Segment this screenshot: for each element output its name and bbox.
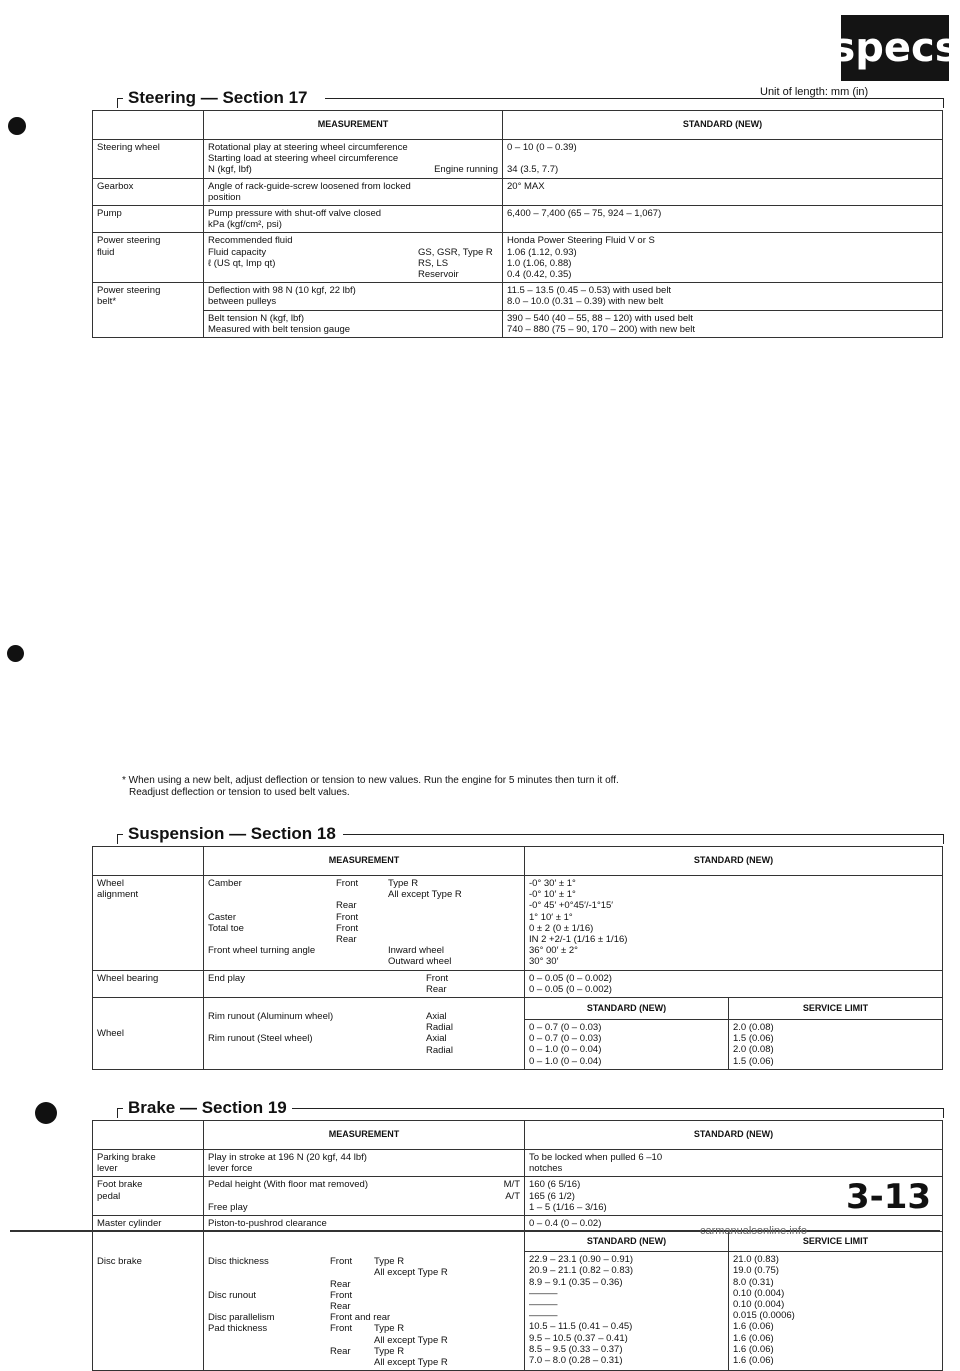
disc-text [330, 1357, 374, 1368]
alignment-text: Caster [208, 911, 236, 923]
binder-hole-top [8, 117, 26, 135]
table-row [93, 1177, 943, 1216]
measurement-header: MEASUREMENT [204, 111, 503, 140]
standard-cell: To be locked when pulled 6 –10 notches [525, 1150, 943, 1177]
table-row [93, 283, 943, 310]
alignment-text [388, 934, 520, 945]
measurement-cell: Belt tension N (kgf, lbf) Measured with belt tension gauge [204, 310, 503, 337]
measurement-cell: End play Front Rear [204, 970, 525, 997]
section-rule [117, 1108, 123, 1109]
table-row [93, 1150, 943, 1177]
suspension-table [92, 846, 943, 1070]
row-label: Pump [93, 206, 204, 233]
alignment-text: Front [336, 922, 359, 934]
section-rule [325, 98, 943, 99]
table-row [93, 206, 943, 233]
alignment-text: Rear [336, 900, 357, 912]
alignment-text: Front [336, 878, 359, 889]
sub-header-standard: STANDARD (NEW) [525, 1232, 729, 1252]
disc-text [330, 1335, 374, 1346]
disc-text: Front [330, 1289, 353, 1301]
section-rule [117, 98, 123, 99]
disc-limit-value: 1.6 (0.06) [733, 1332, 774, 1344]
row-label: Wheel bearing [93, 970, 204, 997]
alignment-text [388, 912, 520, 923]
measurement-cell: Pedal height (With floor mat removed) M/T A/T Free play [204, 1177, 525, 1216]
table-row [93, 140, 943, 179]
measurement-cell: Rim runout (Aluminum wheel) Axial Radial Rim runout (Steel wheel) Axial Radial [204, 998, 525, 1070]
steering-section-title: Steering — Section 17 [128, 88, 308, 107]
disc-text: All except Type R [374, 1334, 448, 1346]
alignment-text: Type R [388, 878, 419, 889]
disc-text [374, 1301, 520, 1312]
row-label: Gearbox [93, 178, 204, 205]
disc-text: Front [330, 1323, 353, 1335]
alignment-value: 36° 00′ ± 2° [529, 945, 578, 957]
section-bracket [117, 98, 118, 108]
sub-header-limit: SERVICE LIMIT [729, 998, 943, 1020]
alignment-text [336, 889, 388, 900]
footnote: * When using a new belt, adjust deflection or tension to new values. Run the engine for 5 minutes then turn it off. Readjust deflection or tension to used belt values. [122, 775, 619, 798]
disc-limit-value: 1.6 (0.06) [733, 1343, 774, 1355]
alignment-value: -0° 30′ ± 1° [529, 878, 576, 889]
standard-cell: 11.5 – 13.5 (0.45 – 0.53) with used belt 8.0 – 10.0 (0.31 – 0.39) with new belt [503, 283, 943, 310]
unit-label: Unit of length: mm (in) [760, 86, 869, 98]
disc-standard-value: 8.5 – 9.5 (0.33 – 0.37) [529, 1343, 623, 1355]
disc-limit-value: 8.0 (0.31) [733, 1276, 774, 1288]
suspension-section-title: Suspension — Section 18 [128, 824, 336, 843]
brake-table [92, 1120, 943, 1371]
standard-cell [525, 1252, 729, 1371]
disc-text [208, 1301, 330, 1312]
disc-standard-value: 20.9 – 21.1 (0.82 – 0.83) [529, 1265, 634, 1277]
alignment-text [208, 934, 336, 945]
alignment-text [388, 900, 520, 911]
alignment-text [208, 900, 336, 911]
disc-text: Pad thickness [208, 1323, 268, 1335]
section-rule [292, 1108, 943, 1109]
alignment-value: -0° 10′ ± 1° [529, 889, 576, 901]
disc-text: All except Type R [374, 1267, 448, 1279]
measurement-cell: Camber Front Type R All except Type R Rear Caster Front Total toe Front Rear Front wheel turning angle Inward wheel Outward wheel [204, 876, 525, 971]
row-label: Power steering fluid [93, 233, 204, 283]
standard-header: STANDARD (NEW) [525, 847, 943, 876]
standard-cell: 390 – 540 (40 – 55, 88 – 120) with used belt 740 – 880 (75 – 90, 170 – 200) with new belt [503, 310, 943, 337]
disc-text: Type R [374, 1323, 405, 1335]
table-row [93, 233, 943, 283]
alignment-value: 0 ± 2 (0 ± 1/16) [529, 922, 594, 934]
disc-text [208, 1346, 330, 1357]
disc-text: Front and rear [330, 1312, 391, 1324]
disc-text: Disc parallelism [208, 1312, 275, 1324]
empty-header [93, 1121, 204, 1150]
limit-cell [729, 1252, 943, 1371]
alignment-text: All except Type R [388, 889, 462, 901]
section-bracket [117, 834, 118, 844]
disc-text [208, 1335, 330, 1346]
disc-standard-value: 8.9 – 9.1 (0.35 – 0.36) [529, 1276, 623, 1288]
binder-hole-bottom [35, 1102, 57, 1124]
sub-header-standard: STANDARD (NEW) [525, 998, 729, 1020]
alignment-value: 30° 30′ [529, 956, 559, 968]
disc-standard-value: ——— [529, 1299, 558, 1311]
disc-text: Rear [330, 1345, 351, 1357]
disc-text [208, 1357, 330, 1368]
binder-hole-middle [7, 645, 24, 662]
disc-text: All except Type R [374, 1357, 448, 1369]
row-label: Steering wheel [93, 140, 204, 179]
standard-cell: 0 – 0.05 (0 – 0.002) 0 – 0.05 (0 – 0.002) [525, 970, 943, 997]
disc-text: Type R [374, 1345, 405, 1357]
measurement-cell: Play in stroke at 196 N (20 kgf, 44 lbf) lever force [204, 1150, 525, 1177]
disc-text: Rear [330, 1278, 351, 1290]
disc-text [208, 1279, 330, 1290]
measurement-cell: Piston-to-pushrod clearance [204, 1216, 525, 1232]
disc-lines [208, 1256, 520, 1368]
disc-limit-value: 1.6 (0.06) [733, 1321, 774, 1333]
alignment-text: Camber [208, 878, 242, 889]
section-bracket [943, 98, 944, 108]
disc-standard-value: 22.9 – 23.1 (0.90 – 0.91) [529, 1254, 634, 1266]
section-rule [117, 834, 123, 835]
alignment-value: IN 2 +2/-1 (1/16 ± 1/16) [529, 934, 628, 946]
row-label: Wheel [93, 998, 204, 1070]
disc-text [374, 1290, 520, 1301]
measurement-cell: Angle of rack-guide-screw loosened from locked position [204, 178, 503, 205]
measurement-cell: Rotational play at steering wheel circumference Starting load at steering wheel circumference N (kgf, lbf) Engine running [204, 140, 503, 179]
disc-text [208, 1267, 330, 1278]
disc-text: Type R [374, 1256, 405, 1268]
standard-cell: 160 (6 5/16) 165 (6 1/2) 1 – 5 (1/16 – 3/16) [525, 1177, 943, 1216]
row-label: Disc brake [93, 1232, 204, 1371]
alignment-text: Total toe [208, 922, 244, 934]
disc-text [330, 1267, 374, 1278]
disc-limit-value: 1.6 (0.06) [733, 1355, 774, 1367]
measurement-cell [204, 1232, 525, 1371]
standard-cell: 0 – 10 (0 – 0.39) 34 (3.5, 7.7) [503, 140, 943, 179]
disc-text [374, 1312, 520, 1323]
page-number: 3-13 [846, 1177, 932, 1217]
measurement-cell: Recommended fluid Fluid capacity GS, GSR, Type R ℓ (US qt, Imp qt) RS, LS Reservoir [204, 233, 503, 283]
standard-cell: 0 – 0.7 (0 – 0.03) 0 – 0.7 (0 – 0.03) 0 – 1.0 (0 – 0.04) 0 – 1.0 (0 – 0.04) [525, 1020, 729, 1070]
disc-text: Disc thickness [208, 1256, 269, 1268]
alignment-lines [208, 878, 520, 945]
disc-standard-value: ——— [529, 1287, 558, 1299]
section-bracket [117, 1108, 118, 1118]
section-bracket [943, 834, 944, 844]
table-row [93, 998, 943, 1020]
disc-limit-value: 0.10 (0.004) [733, 1287, 785, 1299]
empty-header [93, 847, 204, 876]
disc-text: Front [330, 1256, 353, 1268]
empty-header [93, 111, 204, 140]
row-label: Master cylinder [93, 1216, 204, 1232]
standard-cell [525, 876, 943, 971]
measurement-header: MEASUREMENT [204, 1121, 525, 1150]
disc-limit-value: 19.0 (0.75) [733, 1265, 779, 1277]
disc-standard-value: ——— [529, 1310, 558, 1322]
disc-standard-value: 9.5 – 10.5 (0.37 – 0.41) [529, 1332, 628, 1344]
table-row [93, 970, 943, 997]
table-row [93, 178, 943, 205]
standard-header: STANDARD (NEW) [525, 1121, 943, 1150]
measurement-cell: Pump pressure with shut-off valve closed kPa (kgf/cm², psi) [204, 206, 503, 233]
disc-limit-value: 21.0 (0.83) [733, 1254, 779, 1266]
disc-text: Rear [330, 1301, 351, 1313]
specs-logo: specs [841, 15, 949, 81]
disc-text: Disc runout [208, 1289, 257, 1301]
alignment-text [388, 923, 520, 934]
standard-cell: Honda Power Steering Fluid V or S 1.06 (1.12, 0.93) 1.0 (1.06, 0.88) 0.4 (0.42, 0.35) [503, 233, 943, 283]
measurement-cell: Deflection with 98 N (10 kgf, 22 lbf) between pulleys [204, 283, 503, 310]
alignment-text: Rear [336, 934, 357, 946]
alignment-text: Front [336, 911, 359, 923]
table-row [93, 310, 943, 337]
alignment-value: 1° 10′ ± 1° [529, 911, 573, 923]
row-label: Parking brake lever [93, 1150, 204, 1177]
section-rule [343, 834, 943, 835]
row-label: Foot brake pedal [93, 1177, 204, 1216]
disc-text [374, 1279, 520, 1290]
alignment-value: -0° 45′ +0°45′/-1°15′ [529, 900, 614, 912]
standard-cell: 6,400 – 7,400 (65 – 75, 924 – 1,067) [503, 206, 943, 233]
limit-cell: 2.0 (0.08) 1.5 (0.06) 2.0 (0.08) 1.5 (0.06) [729, 1020, 943, 1070]
row-label: Wheel alignment [93, 876, 204, 971]
alignment-text [208, 889, 336, 900]
row-label: Power steering belt* [93, 283, 204, 338]
table-row [93, 876, 943, 971]
disc-limit-value: 0.10 (0.004) [733, 1299, 785, 1311]
standard-cell: 0 – 0.4 (0 – 0.02) [525, 1216, 943, 1232]
brake-section-title: Brake — Section 19 [128, 1098, 287, 1117]
sub-header-limit: SERVICE LIMIT [729, 1232, 943, 1252]
disc-limit-value: 0.015 (0.0006) [733, 1310, 795, 1322]
steering-table [92, 110, 943, 338]
section-bracket [943, 1108, 944, 1118]
measurement-header: MEASUREMENT [204, 847, 525, 876]
disc-standard-value: 7.0 – 8.0 (0.28 – 0.31) [529, 1355, 623, 1367]
watermark: carmanualsonline.info [700, 1225, 808, 1237]
standard-header: STANDARD (NEW) [503, 111, 943, 140]
standard-cell: 20° MAX [503, 178, 943, 205]
disc-standard-value: 10.5 – 11.5 (0.41 – 0.45) [529, 1321, 633, 1333]
